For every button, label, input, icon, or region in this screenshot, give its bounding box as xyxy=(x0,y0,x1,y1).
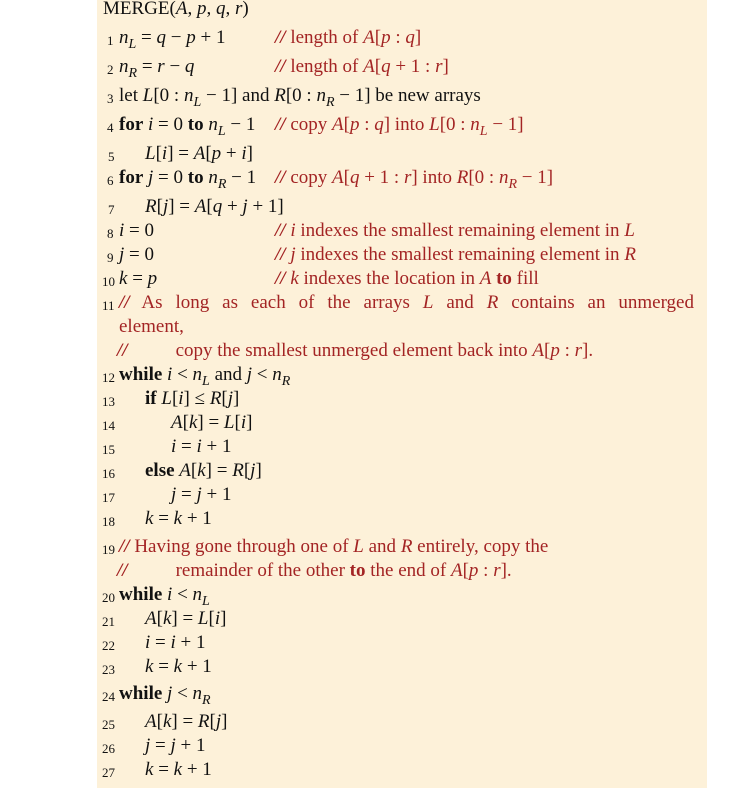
code-text: i = i + 1 xyxy=(145,632,206,653)
line-number: 17 xyxy=(102,490,115,505)
code-text: $n_R = r - q$ xyxy=(119,56,195,81)
code-text: k = k + 1 xyxy=(145,508,212,529)
code-text: for i = 0 to $n_L - 1$ xyxy=(119,114,256,139)
comment-text: // Having gone through one of L and R entirely, copy the // remainder of the other to the end of A[p : r]. xyxy=(117,536,549,581)
line-number: 23 xyxy=(102,662,115,677)
line-number: 15 xyxy=(102,442,115,457)
code-text: A[k] = L[i] xyxy=(171,412,253,433)
code-text: $n_L = q - p + 1$ xyxy=(119,27,226,52)
code-text: k = k + 1 xyxy=(145,759,212,780)
line-number: 21 xyxy=(102,614,115,629)
comment-text: // copy A[p : q] into L[0 : $n_L - 1$] xyxy=(275,114,524,139)
line-number: 20 xyxy=(102,590,115,605)
comment-text: // j indexes the smallest remaining element in R xyxy=(275,244,636,265)
pseudocode-panel xyxy=(97,0,707,788)
comment-text: // i indexes the smallest remaining element in L xyxy=(275,220,635,241)
comment-text: // As long as each of the arrays L and R contains an unmerged element, // copy the smallest unmerged element back into A[p : r]. xyxy=(117,292,694,361)
code-text: while $i < n_L$ and $j < n_R$ xyxy=(119,364,291,389)
line-number: 4 xyxy=(107,120,114,135)
code-text: A[k] = R[j] xyxy=(145,711,228,732)
line-number: 16 xyxy=(102,466,115,481)
code-text: R[j] = A[q + j + 1] xyxy=(145,196,284,217)
code-text: while $j < n_R$ xyxy=(119,683,211,708)
line-number: 18 xyxy=(102,514,115,529)
comment-text: // length of A[q + 1 : r] xyxy=(275,56,449,77)
line-number: 6 xyxy=(107,173,114,188)
line-number: 12 xyxy=(102,370,115,385)
title-text: MERGE(A, p, q, r) xyxy=(103,0,249,19)
code-text: for j = 0 to $n_R - 1$ xyxy=(119,167,257,192)
line-number: 27 xyxy=(102,765,115,780)
code-text: L[i] = A[p + i] xyxy=(145,143,253,164)
line-number: 25 xyxy=(102,717,115,732)
line-number: 10 xyxy=(102,274,115,289)
code-text: i = i + 1 xyxy=(171,436,232,457)
line-number: 1 xyxy=(107,33,114,48)
line-number: 11 xyxy=(102,298,115,313)
code-text: if L[i] ≤ R[j] xyxy=(145,388,240,409)
line-number: 13 xyxy=(102,394,115,409)
code-text: else A[k] = R[j] xyxy=(145,460,262,481)
line-number: 2 xyxy=(107,62,114,77)
code-text: j = j + 1 xyxy=(145,735,206,756)
line-number: 5 xyxy=(108,149,115,164)
code-text: j = 0 xyxy=(119,244,154,265)
code-text: k = k + 1 xyxy=(145,656,212,677)
line-number: 7 xyxy=(108,202,115,217)
line-number: 22 xyxy=(102,638,115,653)
line-number: 3 xyxy=(107,91,114,106)
comment-text: // copy A[q + 1 : r] into R[0 : $n_R - 1$] xyxy=(275,167,554,192)
line-number: 19 xyxy=(102,542,115,557)
procedure-title xyxy=(103,0,249,20)
code-text: k = p xyxy=(119,268,158,289)
line-number: 24 xyxy=(102,689,115,704)
code-text: i = 0 xyxy=(119,220,154,241)
line-number: 9 xyxy=(107,250,114,265)
line-number: 14 xyxy=(102,418,115,433)
comment-text: // length of A[p : q] xyxy=(275,27,422,48)
code-text: A[k] = L[i] xyxy=(145,608,227,629)
line-number: 26 xyxy=(102,741,115,756)
code-text: j = j + 1 xyxy=(171,484,232,505)
code-text: while $i < n_L$ xyxy=(119,584,210,609)
line-number: 8 xyxy=(107,226,114,241)
code-text: let L[0 : $n_L - 1$] and R[0 : $n_R - 1$] be new arrays xyxy=(119,85,481,110)
comment-text: // k indexes the location in A to fill xyxy=(275,268,539,289)
